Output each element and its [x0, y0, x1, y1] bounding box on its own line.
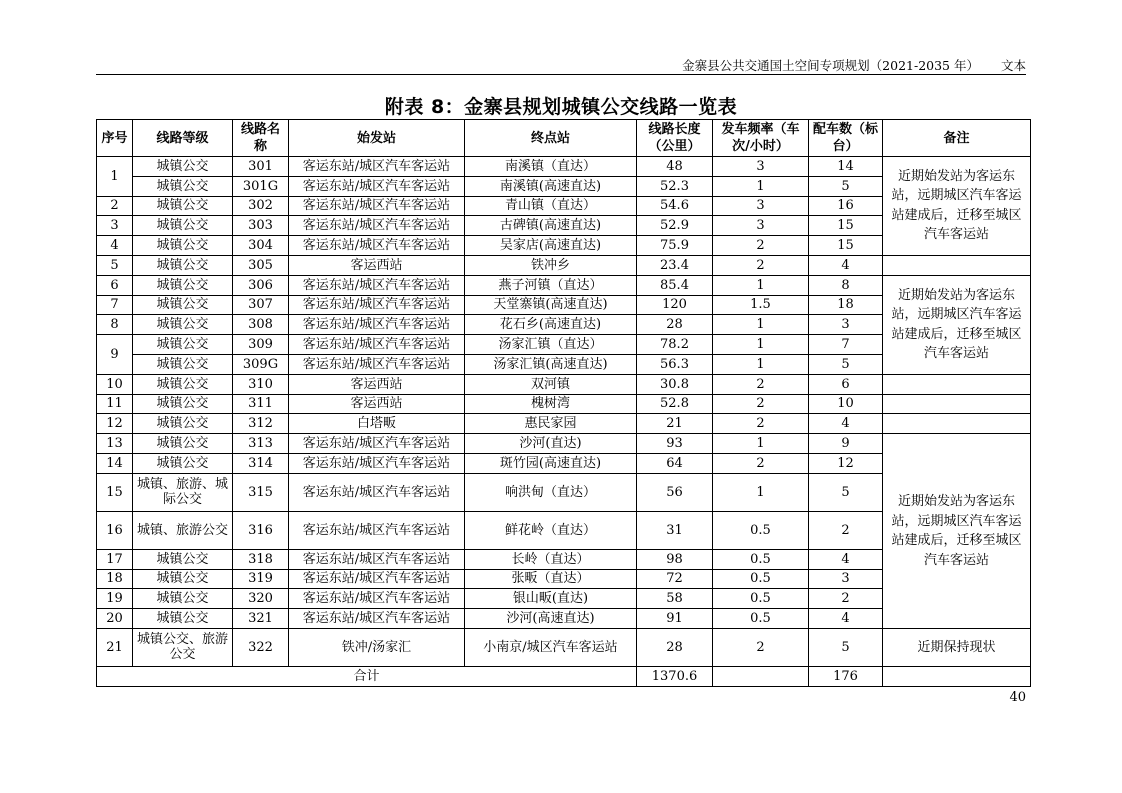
- route-length: 30.8: [637, 374, 713, 394]
- start-station: 白塔畈: [289, 414, 465, 434]
- route-level: 城镇公交: [133, 157, 233, 177]
- total-row: [97, 666, 1031, 686]
- route-level: 城镇公交: [133, 549, 233, 569]
- route-level: 城镇公交: [133, 196, 233, 216]
- route-level: 城镇公交: [133, 216, 233, 236]
- row-number: 8: [97, 315, 133, 335]
- route-length: 72: [637, 569, 713, 589]
- route-length: 56: [637, 473, 713, 511]
- route-name: 304: [233, 236, 289, 256]
- route-name: 301: [233, 157, 289, 177]
- end-station: 沙河(高速直达): [465, 609, 637, 629]
- bus-count: 4: [809, 609, 883, 629]
- bus-count: 2: [809, 589, 883, 609]
- bus-count: 4: [809, 255, 883, 275]
- start-station: 客运东站/城区汽车客运站: [289, 589, 465, 609]
- end-station: 响洪甸（直达）: [465, 473, 637, 511]
- departure-frequency: 1.5: [713, 295, 809, 315]
- row-number: 19: [97, 589, 133, 609]
- end-station: 汤家汇镇(高速直达): [465, 354, 637, 374]
- route-name: 316: [233, 511, 289, 549]
- route-name: 301G: [233, 176, 289, 196]
- departure-frequency: 3: [713, 196, 809, 216]
- route-name: 312: [233, 414, 289, 434]
- end-station: 吴家店(高速直达): [465, 236, 637, 256]
- route-length: 56.3: [637, 354, 713, 374]
- start-station: 客运东站/城区汽车客运站: [289, 295, 465, 315]
- column-header: 线路名称: [233, 120, 289, 157]
- route-name: 302: [233, 196, 289, 216]
- remarks-cell: [883, 414, 1031, 434]
- route-length: 98: [637, 549, 713, 569]
- route-name: 310: [233, 374, 289, 394]
- end-station: 铁冲乡: [465, 255, 637, 275]
- bus-count: 5: [809, 473, 883, 511]
- route-name: 307: [233, 295, 289, 315]
- table-row: [97, 374, 1031, 394]
- total-remarks: [883, 666, 1031, 686]
- end-station: 沙河(直达): [465, 434, 637, 454]
- row-number: 11: [97, 394, 133, 414]
- end-station: 古碑镇(高速直达): [465, 216, 637, 236]
- document-type: 文本: [1000, 58, 1026, 73]
- row-number: 10: [97, 374, 133, 394]
- route-name: 319: [233, 569, 289, 589]
- total-length: 1370.6: [637, 666, 713, 686]
- table-row: [97, 414, 1031, 434]
- end-station: 长岭（直达）: [465, 549, 637, 569]
- route-name: 306: [233, 275, 289, 295]
- column-header: 终点站: [465, 120, 637, 157]
- start-station: 客运东站/城区汽车客运站: [289, 236, 465, 256]
- column-header: 备注: [883, 120, 1031, 157]
- start-station: 客运东站/城区汽车客运站: [289, 511, 465, 549]
- row-number: 9: [97, 335, 133, 375]
- end-station: 银山畈(直达): [465, 589, 637, 609]
- route-name: 322: [233, 628, 289, 666]
- bus-count: 2: [809, 511, 883, 549]
- end-station: 青山镇（直达）: [465, 196, 637, 216]
- start-station: 客运东站/城区汽车客运站: [289, 275, 465, 295]
- start-station: 客运东站/城区汽车客运站: [289, 335, 465, 355]
- row-number: 5: [97, 255, 133, 275]
- route-level: 城镇公交: [133, 394, 233, 414]
- total-buses: 176: [809, 666, 883, 686]
- total-label: 合计: [97, 666, 637, 686]
- route-length: 91: [637, 609, 713, 629]
- route-level: 城镇公交、旅游公交: [133, 628, 233, 666]
- end-station: 张畈（直达）: [465, 569, 637, 589]
- row-number: 16: [97, 511, 133, 549]
- end-station: 燕子河镇（直达）: [465, 275, 637, 295]
- column-header: 线路长度（公里）: [637, 120, 713, 157]
- route-name: 309G: [233, 354, 289, 374]
- start-station: 客运东站/城区汽车客运站: [289, 473, 465, 511]
- column-header: 始发站: [289, 120, 465, 157]
- row-number: 21: [97, 628, 133, 666]
- route-level: 城镇、旅游、城际公交: [133, 473, 233, 511]
- departure-frequency: 1: [713, 434, 809, 454]
- end-station: 南溪镇(高速直达): [465, 176, 637, 196]
- bus-count: 4: [809, 414, 883, 434]
- start-station: 客运东站/城区汽车客运站: [289, 315, 465, 335]
- column-header: 序号: [97, 120, 133, 157]
- route-length: 78.2: [637, 335, 713, 355]
- row-number: 15: [97, 473, 133, 511]
- row-number: 14: [97, 453, 133, 473]
- column-header: 配车数（标台）: [809, 120, 883, 157]
- route-length: 52.9: [637, 216, 713, 236]
- departure-frequency: 2: [713, 394, 809, 414]
- start-station: 客运东站/城区汽车客运站: [289, 354, 465, 374]
- remarks-cell: [883, 394, 1031, 414]
- route-name: 308: [233, 315, 289, 335]
- end-station: 鲜花岭（直达）: [465, 511, 637, 549]
- departure-frequency: 2: [713, 255, 809, 275]
- start-station: 客运西站: [289, 255, 465, 275]
- start-station: 客运东站/城区汽车客运站: [289, 453, 465, 473]
- departure-frequency: 0.5: [713, 609, 809, 629]
- bus-route-table: [96, 119, 1031, 687]
- route-level: 城镇公交: [133, 354, 233, 374]
- route-length: 31: [637, 511, 713, 549]
- bus-count: 7: [809, 335, 883, 355]
- row-number: 17: [97, 549, 133, 569]
- route-level: 城镇、旅游公交: [133, 511, 233, 549]
- end-station: 惠民家园: [465, 414, 637, 434]
- start-station: 客运东站/城区汽车客运站: [289, 434, 465, 454]
- start-station: 客运东站/城区汽车客运站: [289, 196, 465, 216]
- bus-count: 8: [809, 275, 883, 295]
- remarks-cell: [883, 374, 1031, 394]
- departure-frequency: 0.5: [713, 549, 809, 569]
- bus-count: 5: [809, 628, 883, 666]
- row-number: 7: [97, 295, 133, 315]
- departure-frequency: 2: [713, 628, 809, 666]
- route-length: 85.4: [637, 275, 713, 295]
- route-level: 城镇公交: [133, 295, 233, 315]
- bus-count: 18: [809, 295, 883, 315]
- route-length: 52.8: [637, 394, 713, 414]
- table-row: [97, 394, 1031, 414]
- end-station: 槐树湾: [465, 394, 637, 414]
- end-station: 汤家汇镇（直达）: [465, 335, 637, 355]
- departure-frequency: 1: [713, 473, 809, 511]
- route-level: 城镇公交: [133, 275, 233, 295]
- bus-count: 3: [809, 569, 883, 589]
- start-station: 客运东站/城区汽车客运站: [289, 157, 465, 177]
- departure-frequency: 0.5: [713, 569, 809, 589]
- route-level: 城镇公交: [133, 335, 233, 355]
- route-name: 311: [233, 394, 289, 414]
- departure-frequency: 2: [713, 374, 809, 394]
- document-title: 金寨县公共交通国土空间专项规划（2021-2035 年）: [682, 58, 979, 73]
- departure-frequency: 0.5: [713, 589, 809, 609]
- row-number: 13: [97, 434, 133, 454]
- column-header: 线路等级: [133, 120, 233, 157]
- bus-count: 4: [809, 549, 883, 569]
- route-length: 58: [637, 589, 713, 609]
- row-number: 20: [97, 609, 133, 629]
- row-number: 3: [97, 216, 133, 236]
- route-length: 93: [637, 434, 713, 454]
- departure-frequency: 2: [713, 414, 809, 434]
- bus-count: 15: [809, 216, 883, 236]
- route-level: 城镇公交: [133, 569, 233, 589]
- end-station: 小南京/城区汽车客运站: [465, 628, 637, 666]
- route-length: 120: [637, 295, 713, 315]
- route-name: 305: [233, 255, 289, 275]
- remarks-cell: 近期始发站为客运东站，远期城区汽车客运站建成后，迁移至城区汽车客运站: [883, 275, 1031, 374]
- departure-frequency: 1: [713, 335, 809, 355]
- table-header-row: [97, 120, 1031, 157]
- route-length: 75.9: [637, 236, 713, 256]
- route-length: 28: [637, 628, 713, 666]
- route-name: 313: [233, 434, 289, 454]
- route-name: 318: [233, 549, 289, 569]
- departure-frequency: 1: [713, 354, 809, 374]
- row-number: 6: [97, 275, 133, 295]
- page-header: [96, 54, 1026, 75]
- bus-count: 5: [809, 354, 883, 374]
- remarks-cell: 近期保持现状: [883, 628, 1031, 666]
- departure-frequency: 1: [713, 275, 809, 295]
- route-name: 321: [233, 609, 289, 629]
- start-station: 客运东站/城区汽车客运站: [289, 609, 465, 629]
- departure-frequency: 1: [713, 176, 809, 196]
- route-level: 城镇公交: [133, 236, 233, 256]
- departure-frequency: 2: [713, 236, 809, 256]
- column-header: 发车频率（车次/小时）: [713, 120, 809, 157]
- departure-frequency: 0.5: [713, 511, 809, 549]
- bus-count: 16: [809, 196, 883, 216]
- route-length: 23.4: [637, 255, 713, 275]
- route-name: 320: [233, 589, 289, 609]
- route-level: 城镇公交: [133, 453, 233, 473]
- route-level: 城镇公交: [133, 414, 233, 434]
- row-number: 18: [97, 569, 133, 589]
- bus-count: 9: [809, 434, 883, 454]
- total-frequency: [713, 666, 809, 686]
- row-number: 2: [97, 196, 133, 216]
- bus-count: 14: [809, 157, 883, 177]
- row-number: 12: [97, 414, 133, 434]
- end-station: 斑竹园(高速直达): [465, 453, 637, 473]
- departure-frequency: 1: [713, 315, 809, 335]
- remarks-cell: 近期始发站为客运东站，远期城区汽车客运站建成后，迁移至城区汽车客运站: [883, 434, 1031, 629]
- departure-frequency: 3: [713, 157, 809, 177]
- end-station: 双河镇: [465, 374, 637, 394]
- end-station: 花石乡(高速直达): [465, 315, 637, 335]
- route-length: 54.6: [637, 196, 713, 216]
- table-row: [97, 434, 1031, 454]
- route-level: 城镇公交: [133, 434, 233, 454]
- route-name: 315: [233, 473, 289, 511]
- start-station: 客运东站/城区汽车客运站: [289, 549, 465, 569]
- start-station: 铁冲/汤家汇: [289, 628, 465, 666]
- route-length: 21: [637, 414, 713, 434]
- route-length: 52.3: [637, 176, 713, 196]
- start-station: 客运东站/城区汽车客运站: [289, 569, 465, 589]
- departure-frequency: 2: [713, 453, 809, 473]
- bus-count: 3: [809, 315, 883, 335]
- start-station: 客运西站: [289, 394, 465, 414]
- route-length: 28: [637, 315, 713, 335]
- route-level: 城镇公交: [133, 374, 233, 394]
- route-level: 城镇公交: [133, 176, 233, 196]
- bus-count: 5: [809, 176, 883, 196]
- remarks-cell: 近期始发站为客运东站，远期城区汽车客运站建成后，迁移至城区汽车客运站: [883, 157, 1031, 256]
- route-level: 城镇公交: [133, 609, 233, 629]
- route-length: 48: [637, 157, 713, 177]
- bus-count: 6: [809, 374, 883, 394]
- page-number: 40: [1009, 690, 1026, 705]
- route-level: 城镇公交: [133, 589, 233, 609]
- table-row: [97, 628, 1031, 666]
- start-station: 客运东站/城区汽车客运站: [289, 216, 465, 236]
- route-length: 64: [637, 453, 713, 473]
- row-number: 1: [97, 157, 133, 197]
- row-number: 4: [97, 236, 133, 256]
- start-station: 客运西站: [289, 374, 465, 394]
- route-level: 城镇公交: [133, 255, 233, 275]
- bus-count: 12: [809, 453, 883, 473]
- table-title: 附表 8：金寨县规划城镇公交线路一览表: [384, 96, 738, 118]
- table-row: [97, 275, 1031, 295]
- route-name: 309: [233, 335, 289, 355]
- bus-count: 15: [809, 236, 883, 256]
- table-row: [97, 157, 1031, 177]
- bus-count: 10: [809, 394, 883, 414]
- route-name: 314: [233, 453, 289, 473]
- table-row: [97, 255, 1031, 275]
- departure-frequency: 3: [713, 216, 809, 236]
- start-station: 客运东站/城区汽车客运站: [289, 176, 465, 196]
- end-station: 天堂寨镇(高速直达): [465, 295, 637, 315]
- route-level: 城镇公交: [133, 315, 233, 335]
- remarks-cell: [883, 255, 1031, 275]
- end-station: 南溪镇（直达）: [465, 157, 637, 177]
- route-name: 303: [233, 216, 289, 236]
